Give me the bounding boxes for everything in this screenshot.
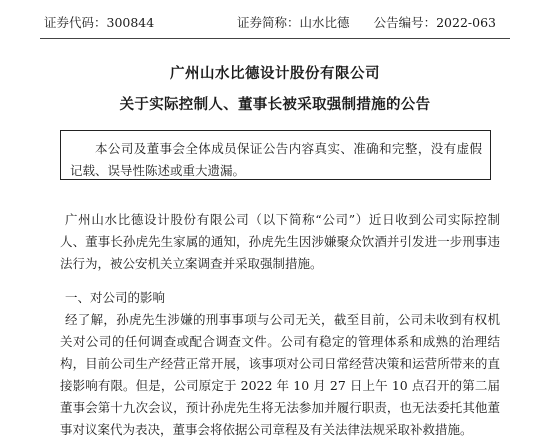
intro-paragraph: 广州山水比德设计股份有限公司（以下简称“公司”）近日收到公司实际控制人、董事长孙虎先生家属的通知，孙虎先生因涉嫌聚众饮酒并引发进一步刑事违法行为，被公安机关立案调查并采取强制措施。 [60,212,500,271]
company-name-title: 广州山水比德设计股份有限公司 [170,66,380,82]
stock-code: 证券代码：300844 [44,15,155,30]
board-assurance-text: 本公司及董事会全体成员保证公告内容真实、准确和完整，没有虚假记载、误导性陈述或重大遗漏。 [70,141,482,178]
document-header [44,14,496,32]
stock-short-name: 证券简称：山水比德 [237,15,350,30]
header-divider [40,38,510,39]
announcement-number: 公告编号：2022-063 [373,15,496,30]
impact-paragraph-text: 经了解，孙虎先生涉嫌的刑事事项与公司无关，截至目前，公司未收到有权机关对公司的任何调查或配合调查文件。公司有稳定的管理体系和成熟的治理结构，目前公司生产经营正常开展，该事项对公司日常经营决策和运营所带来的直接影响有限。但是，公司原定于 2022 年 10 月 27 日上午 10 点召开的第二届董事会第十九次会议，预计孙虎先生将无法参加并履行职责，也无法委托其他董事对议案代为表决，董事会将依据公司章程及有关法律法规采取补救措施。 [60,312,500,437]
section-heading-impact: 一、对公司的影响 [65,290,166,305]
announcement-title: 关于实际控制人、董事长被采取强制措施的公告 [119,97,431,113]
board-assurance-box [60,130,491,180]
impact-paragraph [60,309,500,441]
